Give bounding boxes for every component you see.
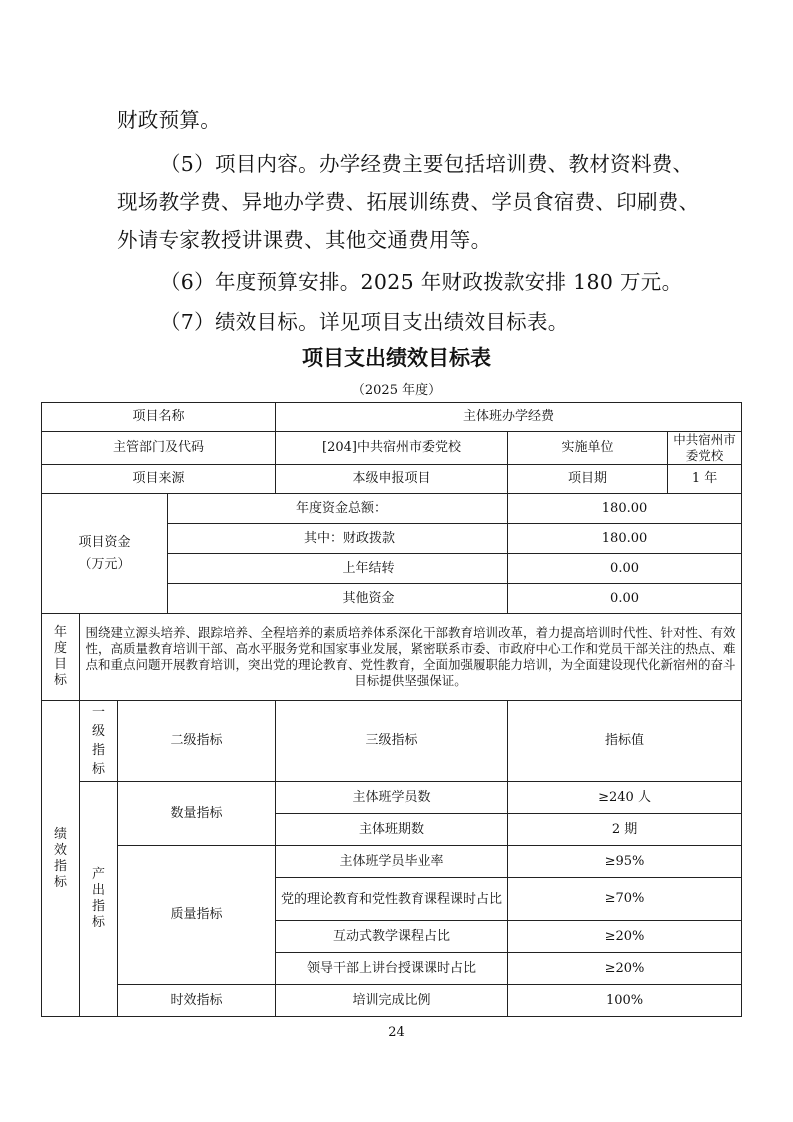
paragraph-budget-end: 财政预算。 (117, 108, 221, 132)
funds-label-text: 项目资金 (78, 534, 131, 550)
funds-fiscal-value: 180.00 (508, 524, 742, 554)
funds-carry-value: 0.00 (508, 554, 742, 584)
table-row (42, 701, 742, 782)
page-number: 24 (388, 1025, 405, 1040)
perf-indicator-label: 绩 效 指 标 (42, 701, 80, 1017)
funds-other-value: 0.00 (508, 584, 742, 614)
indicator-value: ≥20% (508, 953, 742, 985)
value-header: 指标值 (508, 701, 742, 782)
paragraph-annual-budget: （6）年度预算安排。2025 年财政拨款安排 180 万元。 (160, 270, 683, 294)
source-label: 项目来源 (42, 465, 276, 494)
timeliness-indicator-label: 时效指标 (118, 985, 276, 1017)
indicator-name: 主体班学员毕业率 (276, 846, 508, 878)
project-name-label: 项目名称 (42, 403, 276, 432)
paragraph-project-content-cont: 现场教学费、异地办学费、拓展训练费、学员食宿费、印刷费、 (117, 190, 700, 214)
indicator-value: 2 期 (508, 814, 742, 846)
output-indicator-label: 产 出 指 标 (80, 782, 118, 1017)
indicator-name: 领导干部上讲台授课课时占比 (276, 953, 508, 985)
funds-total-value: 180.00 (508, 494, 742, 524)
funds-label (42, 494, 168, 614)
table-row (42, 614, 742, 701)
table-subtitle: （2025 年度） (351, 383, 442, 398)
indicator-value: ≥70% (508, 878, 742, 921)
table-row (42, 494, 742, 524)
paragraph-project-content: （5）项目内容。办学经费主要包括培训费、教材资料费、 (160, 152, 694, 176)
indicator-name: 主体班学员数 (276, 782, 508, 814)
impl-unit-value: 中共宿州市委党校 (668, 432, 742, 465)
table-row (42, 985, 742, 1017)
funds-unit: （万元） (78, 556, 131, 572)
level2-header: 二级指标 (118, 701, 276, 782)
funds-total-label: 年度资金总额： (168, 494, 508, 524)
indicator-value: ≥240 人 (508, 782, 742, 814)
indicator-name: 主体班期数 (276, 814, 508, 846)
table-row (42, 465, 742, 494)
funds-carry-label: 上年结转 (168, 554, 508, 584)
table-row (42, 432, 742, 465)
indicator-name: 互动式教学课程占比 (276, 921, 508, 953)
source-value: 本级申报项目 (276, 465, 508, 494)
indicator-value: ≥20% (508, 921, 742, 953)
impl-unit-label: 实施单位 (508, 432, 668, 465)
dept-value: [204]中共宿州市委党校 (276, 432, 508, 465)
level3-header: 三级指标 (276, 701, 508, 782)
dept-label: 主管部门及代码 (42, 432, 276, 465)
indicator-name: 培训完成比例 (276, 985, 508, 1017)
indicator-name: 党的理论教育和党性教育课程课时占比 (276, 878, 508, 921)
quantity-indicator-label: 数量指标 (118, 782, 276, 846)
project-name-value: 主体班办学经费 (276, 403, 742, 432)
period-label: 项目期 (508, 465, 668, 494)
funds-fiscal-label: 其中：财政拨款 (168, 524, 508, 554)
annual-goal-text: 围绕建立源头培养、跟踪培养、全程培养的素质培养体系深化干部教育培训改革，着力提高培训时代性、针对性、有效性，高质量教育培训干部、高水平服务党和国家事业发展，紧密联系市委、市政府中心工作和党员干部关注的热点、难点和重点问题开展教育培训，突出党的理论教育、党性教育，全面加强履职能力培训，为全面建设现代化新宿州的奋斗目标提供坚强保证。 (80, 614, 742, 701)
table-row (42, 782, 742, 814)
table-row (42, 846, 742, 878)
annual-goal-label: 年 度 目 标 (42, 614, 80, 701)
paragraph-project-content-end: 外请专家教授讲课费、其他交通费用等。 (117, 228, 492, 252)
funds-other-label: 其他资金 (168, 584, 508, 614)
paragraph-performance-goal: （7）绩效目标。详见项目支出绩效目标表。 (160, 310, 569, 334)
table-row (42, 403, 742, 432)
indicator-value: ≥95% (508, 846, 742, 878)
table-title: 项目支出绩效目标表 (302, 346, 491, 370)
level1-header: 一 级 指 标 (80, 701, 118, 782)
quality-indicator-label: 质量指标 (118, 846, 276, 985)
indicator-value: 100% (508, 985, 742, 1017)
performance-target-table (41, 402, 742, 1017)
period-value: 1 年 (668, 465, 742, 494)
